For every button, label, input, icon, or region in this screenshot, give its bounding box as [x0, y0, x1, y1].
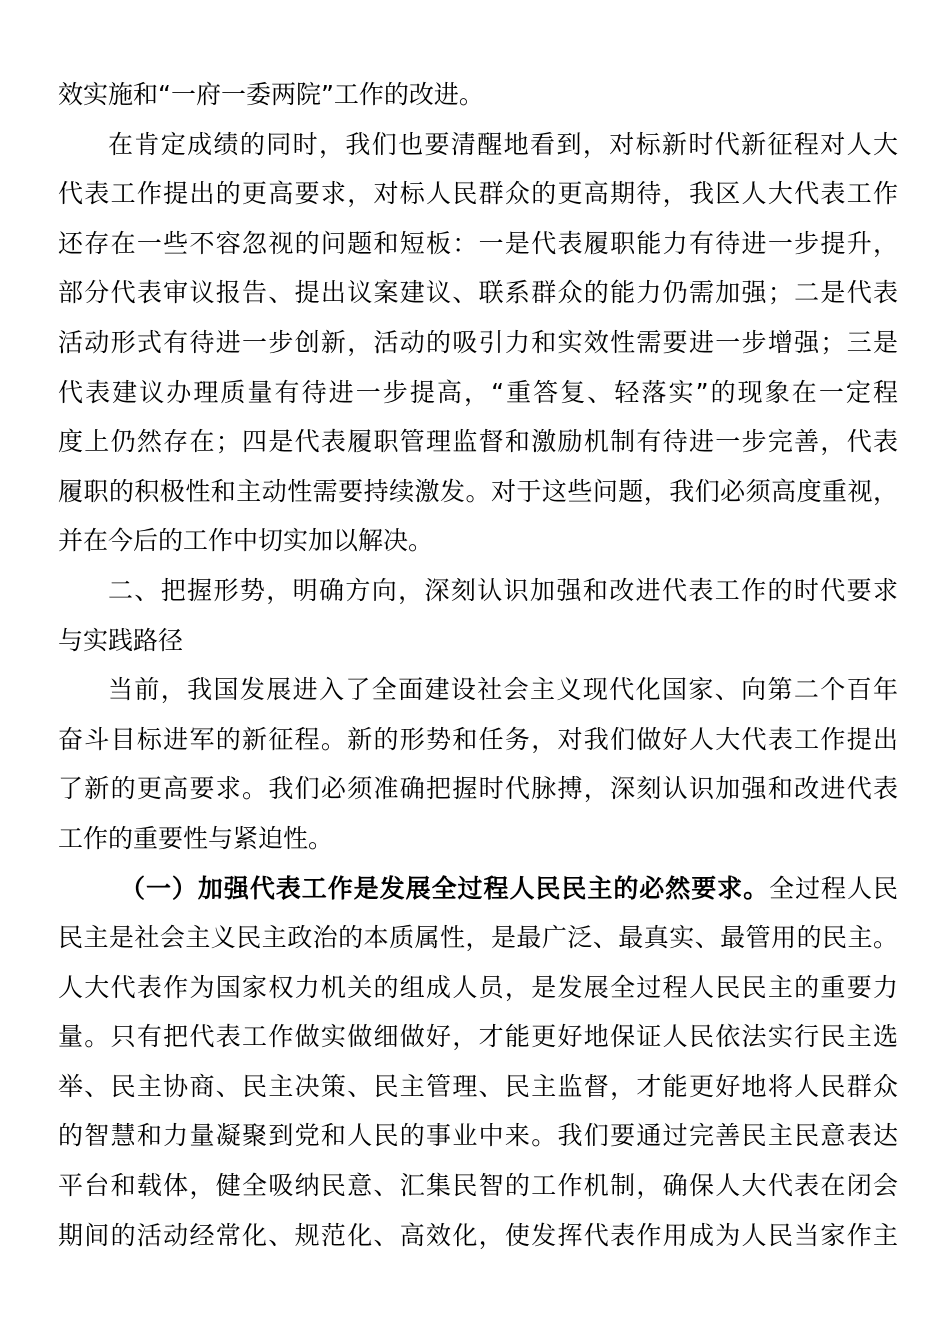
paragraph-2-line-6: 代表建议办理质量有待进一步提高，“重答复、轻落实”的现象在一定程 [58, 377, 898, 407]
paragraph-3-line-1: 当前，我国发展进入了全面建设社会主义现代化国家、向第二个百年 [108, 675, 898, 705]
paragraph-3-line-3: 了新的更高要求。我们必须准确把握时代脉搏，深刻认识加强和改进代表 [58, 774, 898, 804]
document-body [58, 70, 898, 1260]
paragraph-4-line-6: 的智慧和力量凝聚到党和人民的事业中来。我们要通过完善民主民意表达 [58, 1121, 898, 1151]
paragraph-2-line-1: 在肯定成绩的同时，我们也要清醒地看到，对标新时代新征程对人大 [108, 129, 898, 159]
paragraph-2-line-2: 代表工作提出的更高要求，对标人民群众的更高期待，我区人大代表工作 [58, 179, 898, 209]
section-heading-line-2: 与实践路径 [58, 625, 184, 655]
paragraph-4-line-2: 民主是社会主义民主政治的本质属性，是最广泛、最真实、最管用的民主。 [58, 923, 898, 953]
paragraph-4-line-1-rest: 全过程人民 [769, 873, 898, 903]
paragraph-1-line-1: 效实施和“一府一委两院”工作的改进。 [58, 80, 484, 109]
paragraph-2-line-9: 并在今后的工作中切实加以解决。 [58, 526, 434, 556]
paragraph-2-line-7: 度上仍然存在；四是代表履职管理监督和激励机制有待进一步完善，代表 [58, 427, 898, 457]
paragraph-4-line-5: 举、民主协商、民主决策、民主管理、民主监督，才能更好地将人民群众 [58, 1071, 898, 1101]
paragraph-4-lead-bold: （一）加强代表工作是发展全过程人民民主的必然要求。 [120, 873, 770, 903]
paragraph-3-line-2: 奋斗目标进军的新征程。新的形势和任务，对我们做好人大代表工作提出 [58, 724, 898, 754]
paragraph-4-line-8: 期间的活动经常化、规范化、高效化，使发挥代表作用成为人民当家作主 [58, 1220, 898, 1250]
paragraph-4-line-1 [58, 864, 898, 914]
paragraph-2-line-8: 履职的积极性和主动性需要持续激发。对于这些问题，我们必须高度重视， [58, 476, 898, 506]
paragraph-4-line-3: 人大代表作为国家权力机关的组成人员，是发展全过程人民民主的重要力 [58, 972, 898, 1002]
paragraph-2-line-4: 部分代表审议报告、提出议案建议、联系群众的能力仍需加强；二是代表 [58, 278, 898, 308]
paragraph-3-line-4: 工作的重要性与紧迫性。 [58, 823, 334, 853]
paragraph-4-line-7: 平台和载体，健全吸纳民意、汇集民智的工作机制，确保人大代表在闭会 [58, 1171, 898, 1201]
paragraph-4-line-4: 量。只有把代表工作做实做细做好，才能更好地保证人民依法实行民主选 [58, 1022, 898, 1052]
section-heading-line-1: 二、把握形势，明确方向，深刻认识加强和改进代表工作的时代要求 [108, 575, 898, 605]
paragraph-2-line-5: 活动形式有待进一步创新，活动的吸引力和实效性需要进一步增强；三是 [58, 327, 898, 357]
paragraph-2-line-3: 还存在一些不容忽视的问题和短板：一是代表履职能力有待进一步提升， [58, 228, 898, 258]
